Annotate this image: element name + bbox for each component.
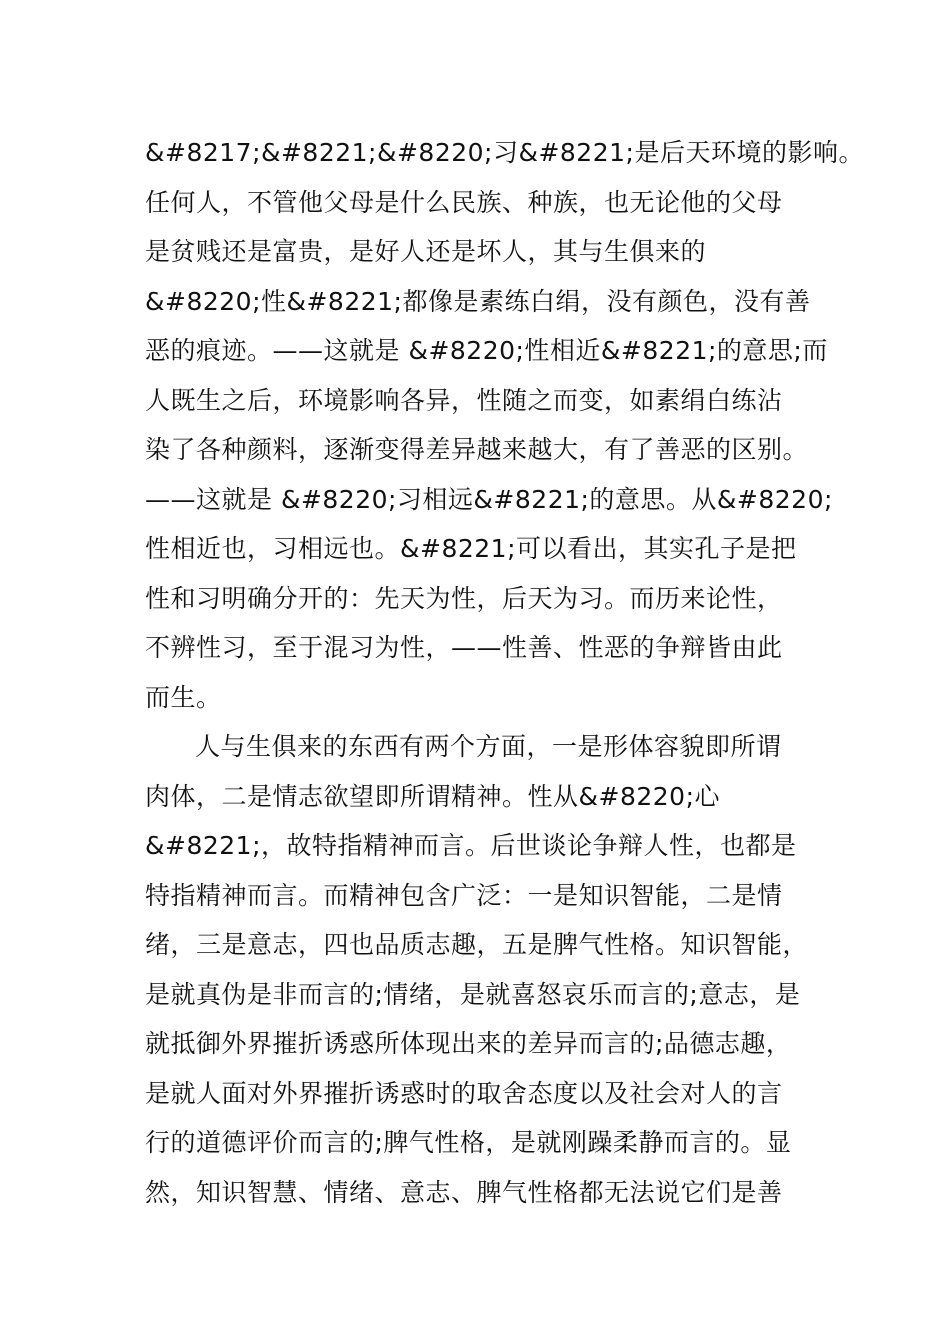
text-line: 而生。 <box>145 682 222 712</box>
text-line: 然，知识智慧、情绪、意志、脾气性格都无法说它们是善 <box>145 1177 783 1207</box>
text-line: 就抵御外界摧折诱惑所体现出来的差异而言的;品德志趣， <box>145 1029 792 1058</box>
text-line: 是就人面对外界摧折诱惑时的取舍态度以及社会对人的言 <box>145 1078 783 1108</box>
text-line: 人既生之后，环境影响各异，性随之而变，如素绢白练沾 <box>145 385 783 415</box>
text-line: 染了各种颜料，逐渐变得差异越来越大，有了善恶的区别。 <box>145 435 809 464</box>
text-line: 是就真伪是非而言的;情绪，是就喜怒哀乐而言的;意志，是 <box>145 979 801 1009</box>
text-line: 不辨性习，至于混习为性，——性善、性恶的争辩皆由此 <box>145 633 783 662</box>
text-line: 特指精神而言。而精神包含广泛：一是知识智能，二是情 <box>145 880 783 910</box>
text-line: &#8220;性&#8221;都像是素练白绢，没有颜色，没有善 <box>145 286 811 316</box>
text-line: 恶的痕迹。——这就是 &#8220;性相近&#8221;的意思;而 <box>145 336 828 365</box>
text-line: 肉体，二是情志欲望即所谓精神。性从&#8220;心 <box>145 781 720 811</box>
text-line: 绪，三是意志，四也品质志趣，五是脾气性格。知识智能， <box>145 930 809 959</box>
text-line: &#8217;&#8221;&#8220;习&#8221;是后天环境的影响。 <box>145 138 864 167</box>
text-line: ——这就是 &#8220;习相远&#8221;的意思。从&#8220; <box>145 484 833 514</box>
text-line: 是贫贱还是富贵，是好人还是坏人，其与生俱来的 <box>145 237 707 266</box>
text-line: 性和习明确分开的：先天为性，后天为习。而历来论性， <box>145 583 783 613</box>
text-line: 行的道德评价而言的;脾气性格，是就刚躁柔静而言的。显 <box>145 1128 792 1157</box>
text-line: 任何人，不管他父母是什么民族、种族，也无论他的父母 <box>145 187 783 217</box>
body-text <box>145 128 864 1217</box>
paragraph-start-line: 人与生俱来的东西有两个方面，一是形体容貌即所谓 <box>195 732 782 761</box>
text-line: 性相近也，习相远也。&#8221;可以看出，其实孔子是把 <box>145 534 797 563</box>
text-line: &#8221;，故特指精神而言。后世谈论争辩人性，也都是 <box>145 831 797 860</box>
